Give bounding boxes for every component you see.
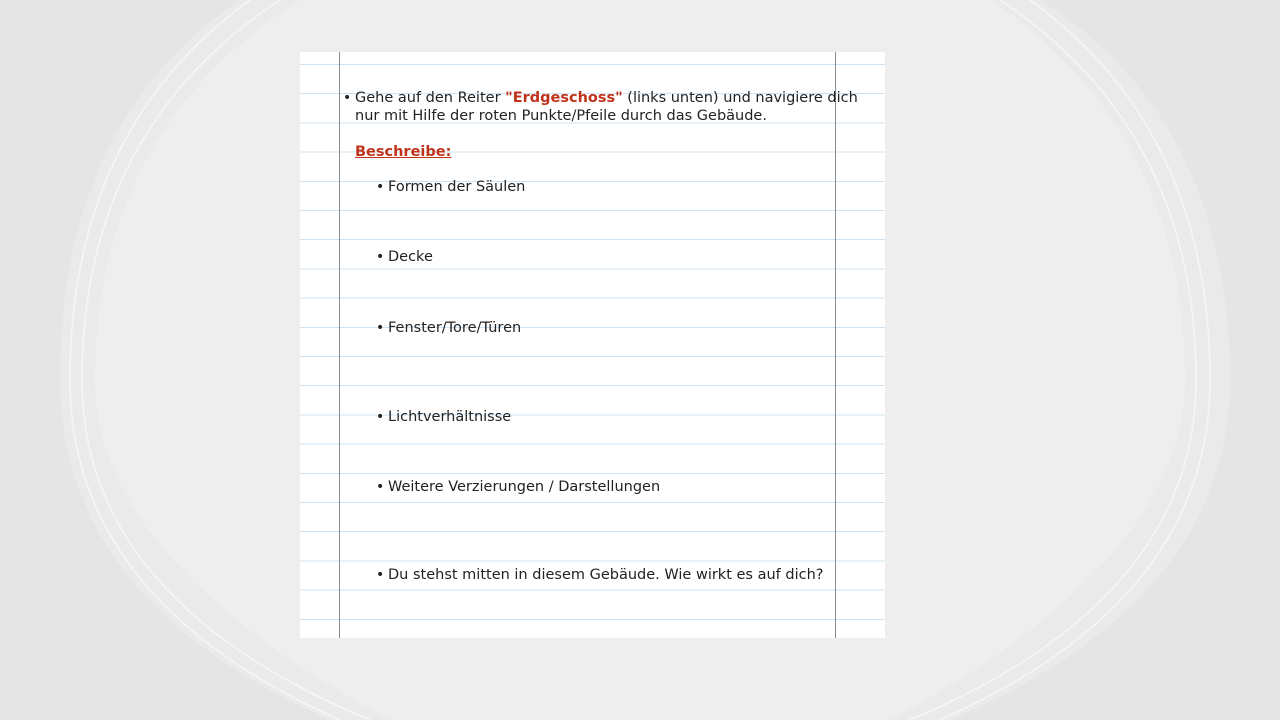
left-margin-line — [339, 52, 340, 638]
item-bullet: • — [376, 249, 385, 265]
intro-highlight: "Erdgeschoss" — [505, 90, 623, 106]
list-item: Weitere Verzierungen / Darstellungen — [388, 479, 661, 495]
item-bullet: • — [376, 567, 385, 583]
item-bullet: • — [376, 479, 385, 495]
worksheet — [300, 52, 885, 638]
intro-text-after: (links unten) und navigiere dich — [622, 90, 858, 106]
heading-beschreibe: Beschreibe: — [355, 144, 452, 160]
list-item: Fenster/Tore/Türen — [388, 320, 522, 336]
intro-line-1 — [355, 89, 858, 107]
list-item: Formen der Säulen — [388, 179, 526, 195]
item-bullet: • — [376, 320, 385, 336]
list-item: Decke — [388, 249, 433, 265]
list-item: Lichtverhältnisse — [388, 409, 512, 425]
intro-line-2: nur mit Hilfe der roten Punkte/Pfeile durch das Gebäude. — [355, 108, 767, 124]
item-bullet: • — [376, 409, 385, 425]
intro-bullet: • — [343, 90, 352, 106]
item-bullet: • — [376, 179, 385, 195]
list-item: Du stehst mitten in diesem Gebäude. Wie wirkt es auf dich? — [388, 567, 824, 583]
intro-text-before: Gehe auf den Reiter — [355, 90, 506, 106]
right-margin-line — [835, 52, 836, 638]
